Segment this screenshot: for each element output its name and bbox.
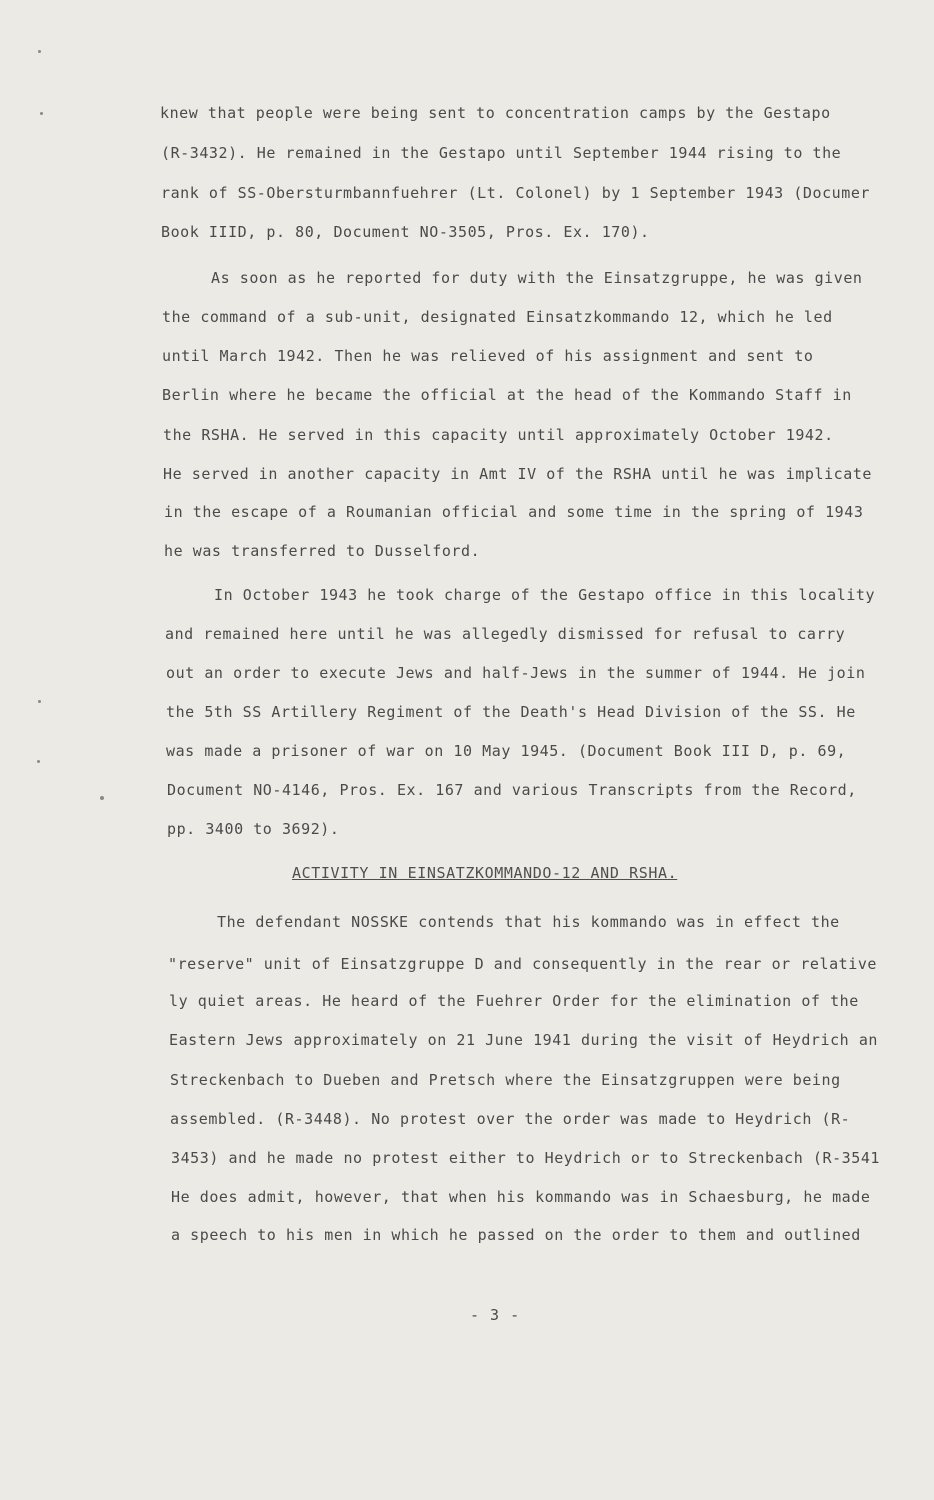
page-number: - 3 - bbox=[470, 1306, 521, 1324]
text-line: ly quiet areas. He heard of the Fuehrer Order for the elimination of the bbox=[169, 992, 859, 1010]
text-line: Document NO-4146, Pros. Ex. 167 and various Transcripts from the Record, bbox=[167, 781, 857, 799]
text-line: (R-3432). He remained in the Gestapo until September 1944 rising to the bbox=[161, 144, 842, 162]
text-line: Berlin where he became the official at the head of the Kommando Staff in bbox=[162, 386, 852, 404]
text-line: "reserve" unit of Einsatzgruppe D and consequently in the rear or relative bbox=[168, 955, 877, 973]
text-line: the 5th SS Artillery Regiment of the Death's Head Division of the SS. He bbox=[166, 703, 856, 721]
text-line: out an order to execute Jews and half-Jews in the summer of 1944. He join bbox=[166, 664, 866, 682]
text-line: He does admit, however, that when his kommando was in Schaesburg, he made bbox=[171, 1188, 871, 1206]
text-line: the RSHA. He served in this capacity until approximately October 1942. bbox=[163, 426, 834, 444]
text-line: until March 1942. Then he was relieved of his assignment and sent to bbox=[162, 347, 814, 365]
text-line: pp. 3400 to 3692). bbox=[167, 820, 340, 838]
margin-speck bbox=[38, 50, 41, 53]
margin-speck bbox=[37, 760, 40, 763]
text-line: a speech to his men in which he passed on the order to them and outlined bbox=[171, 1226, 861, 1244]
text-line: in the escape of a Roumanian official and some time in the spring of 1943 bbox=[164, 503, 864, 521]
text-line: 3453) and he made no protest either to Heydrich or to Streckenbach (R-3541 bbox=[171, 1149, 880, 1167]
text-line: Eastern Jews approximately on 21 June 1941 during the visit of Heydrich an bbox=[169, 1031, 878, 1049]
margin-speck bbox=[38, 700, 41, 703]
text-line: He served in another capacity in Amt IV of the RSHA until he was implicate bbox=[163, 465, 872, 483]
section-heading: ACTIVITY IN EINSATZKOMMANDO-12 AND RSHA. bbox=[292, 864, 678, 882]
text-line: As soon as he reported for duty with the Einsatzgruppe, he was given bbox=[211, 269, 863, 287]
margin-speck bbox=[40, 112, 43, 115]
text-line: Streckenbach to Dueben and Pretsch where the Einsatzgruppen were being bbox=[170, 1071, 841, 1089]
text-line: the command of a sub-unit, designated Einsatzkommando 12, which he led bbox=[162, 308, 833, 326]
margin-speck bbox=[100, 796, 104, 800]
text-line: he was transferred to Dusselford. bbox=[164, 542, 481, 560]
text-line: knew that people were being sent to concentration camps by the Gestapo bbox=[160, 104, 831, 122]
text-line: The defendant NOSSKE contends that his kommando was in effect the bbox=[217, 913, 840, 931]
text-line: In October 1943 he took charge of the Gestapo office in this locality bbox=[214, 586, 876, 604]
text-line: and remained here until he was allegedly dismissed for refusal to carry bbox=[165, 625, 846, 643]
text-line: assembled. (R-3448). No protest over the order was made to Heydrich (R- bbox=[170, 1110, 851, 1128]
text-line: Book IIID, p. 80, Document NO-3505, Pros. Ex. 170). bbox=[161, 223, 650, 241]
text-line: rank of SS-Obersturmbannfuehrer (Lt. Colonel) by 1 September 1943 (Documer bbox=[161, 184, 870, 202]
text-line: was made a prisoner of war on 10 May 1945. (Document Book III D, p. 69, bbox=[166, 742, 847, 760]
